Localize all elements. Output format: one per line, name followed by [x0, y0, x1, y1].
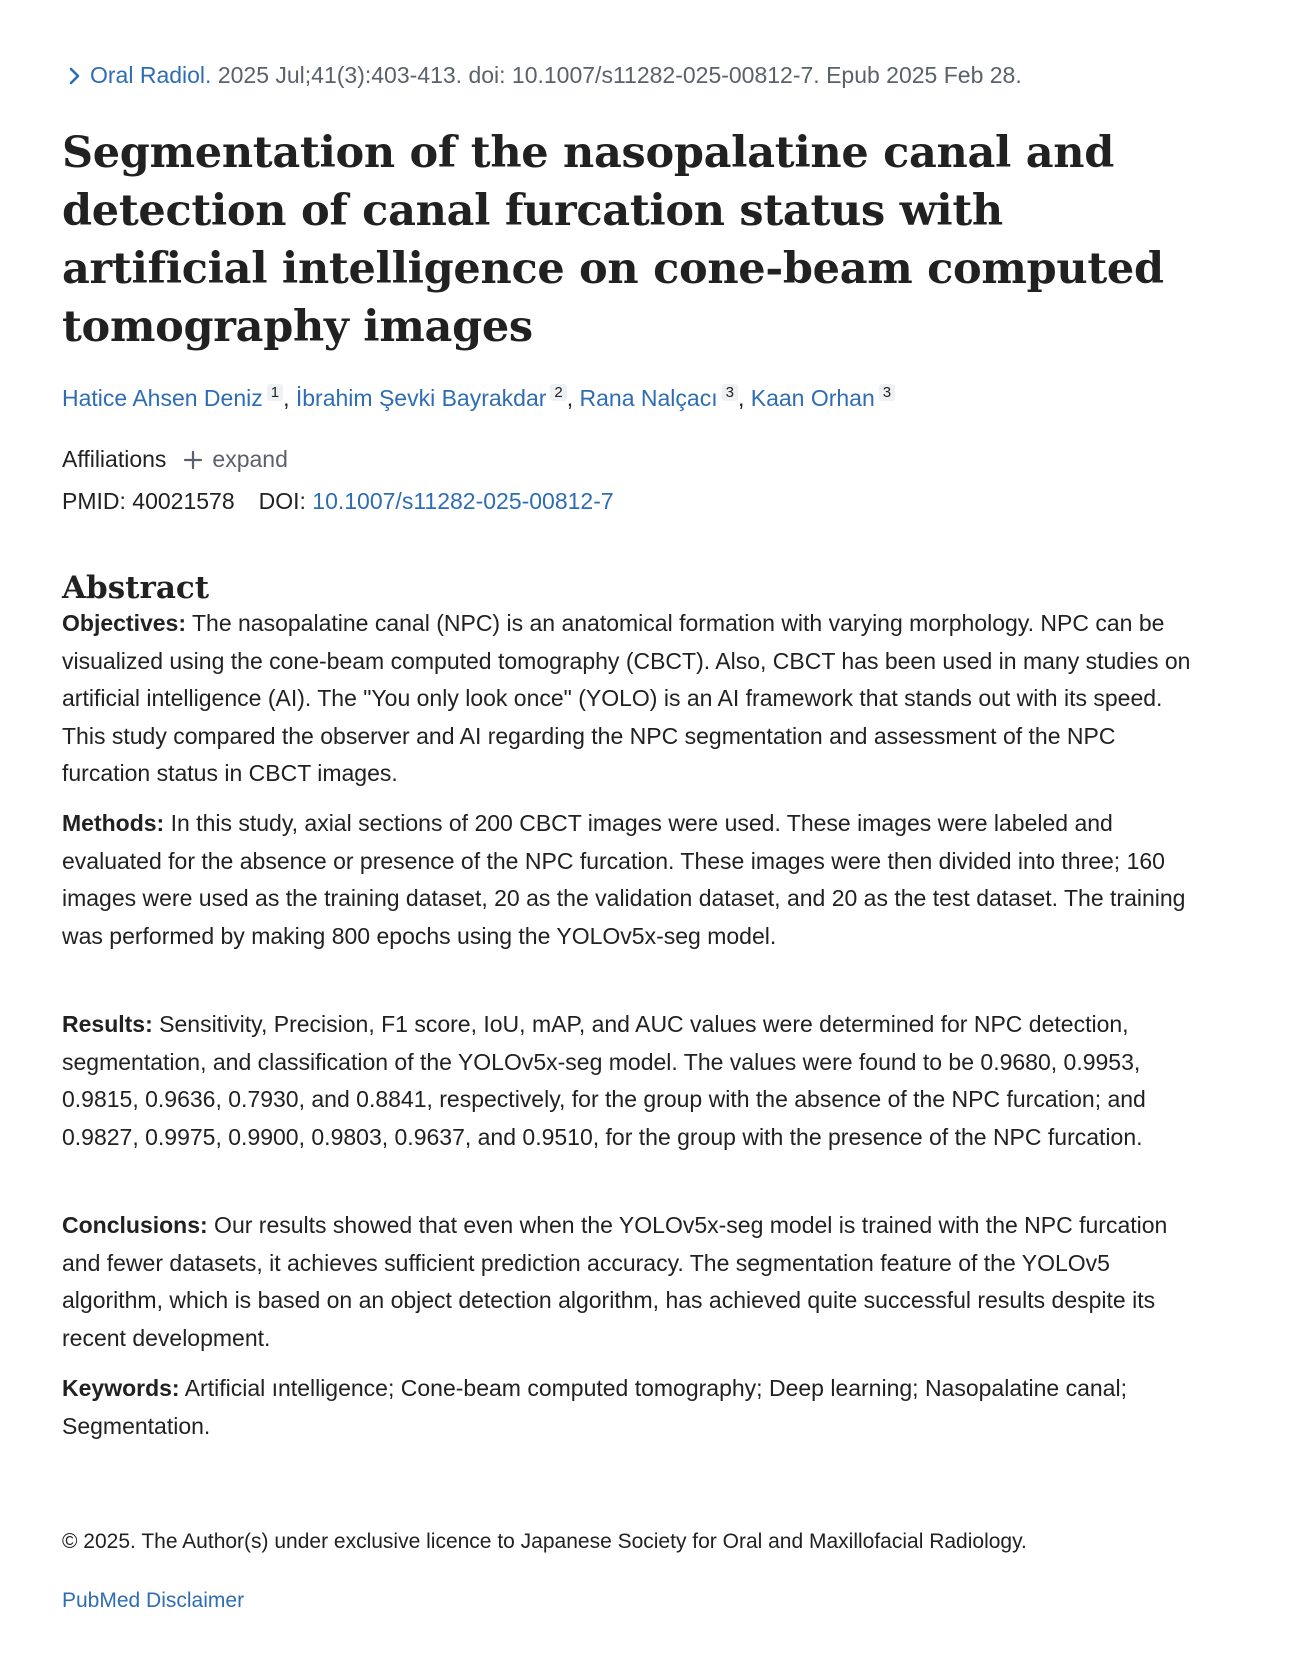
results-label: Results:: [62, 1011, 153, 1037]
plus-icon: [182, 449, 204, 471]
journal-link[interactable]: Oral Radiol.: [90, 62, 212, 88]
abstract-methods: [62, 805, 1192, 955]
objectives-label: Objectives:: [62, 610, 186, 636]
affiliation-ref[interactable]: 1: [267, 384, 283, 401]
affiliations-expand-button[interactable]: [182, 446, 287, 473]
author-link[interactable]: Rana Nalçacı: [579, 385, 718, 411]
affiliations-label: Affiliations: [62, 446, 167, 472]
methods-text: In this study, axial sections of 200 CBCT images were used. These images were labeled and evaluated for the absence or presence of the NPC furcation. These images were then divided into three; 160 images were used as the training dataset, 20 as the validation dataset, and 20 as the test dataset. The training was performed by making 800 epochs using the YOLOv5x-seg model.: [62, 810, 1192, 949]
citation-line: [62, 62, 1022, 89]
objectives-text: The nasopalatine canal (NPC) is an anatomical formation with varying morphology. NPC can be visualized using the cone-beam computed tomography (CBCT). Also, CBCT has been used in many studies on artificial intelligence (AI). The "You only look once" (YOLO) is an AI framework that stands out with its speed. This study compared the observer and AI regarding the NPC segmentation and assessment of the NPC furcation status in CBCT images.: [62, 610, 1197, 786]
copyright-notice: © 2025. The Author(s) under exclusive licence to Japanese Society for Oral and Maxillofacial Radiology.: [62, 1530, 1027, 1553]
pmid-value: 40021578: [132, 488, 235, 514]
article-title: Segmentation of the nasopalatine canal and detection of canal furcation status with artificial intelligence on cone-beam computed tomography images: [62, 128, 1164, 352]
affiliation-ref[interactable]: 3: [879, 384, 895, 401]
identifiers-row: [62, 488, 614, 515]
affiliation-ref[interactable]: 2: [550, 384, 566, 401]
results-text: Sensitivity, Precision, F1 score, IoU, mAP, and AUC values were determined for NPC detection, segmentation, and classification of the YOLOv5x-seg model. The values were found to be 0.9680, 0.9953, 0.9815, 0.9636, 0.7930, and 0.8841, respectively, for the group with the absence of the NPC furcation; and 0.9827, 0.9975, 0.9900, 0.9803, 0.9637, and 0.9510, for the group with the presence of the NPC furcation.: [62, 1011, 1153, 1150]
chevron-right-icon[interactable]: [62, 64, 86, 88]
abstract-heading: Abstract: [62, 570, 210, 606]
author-link[interactable]: İbrahim Şevki Bayrakdar: [295, 385, 547, 411]
doi-link[interactable]: 10.1007/s11282-025-00812-7: [312, 488, 614, 514]
citation-details: 2025 Jul;41(3):403-413. doi: 10.1007/s11282-025-00812-7. Epub 2025 Feb 28.: [211, 62, 1022, 88]
pubmed-disclaimer-link[interactable]: PubMed Disclaimer: [62, 1589, 245, 1612]
expand-label: expand: [212, 446, 288, 472]
author-link[interactable]: Hatice Ahsen Deniz: [62, 385, 263, 411]
author-link[interactable]: Kaan Orhan: [750, 385, 875, 411]
conclusions-text: Our results showed that even when the YOLOv5x-seg model is trained with the NPC furcation and fewer datasets, it achieves sufficient prediction accuracy. The segmentation feature of the YOLOv5 algorithm, which is based on an object detection algorithm, has achieved quite successful results despite its recent development.: [62, 1212, 1174, 1351]
doi-label: DOI:: [258, 488, 306, 514]
abstract-keywords: [62, 1370, 1192, 1445]
conclusions-label: Conclusions:: [62, 1212, 208, 1238]
keywords-label: Keywords:: [62, 1375, 180, 1401]
affiliations-row: [62, 446, 288, 473]
methods-label: Methods:: [62, 810, 165, 836]
affiliation-ref[interactable]: 3: [722, 384, 738, 401]
abstract-conclusions: [62, 1207, 1192, 1357]
abstract-results: [62, 1006, 1192, 1156]
author-list: Hatice Ahsen Deniz 1 , İbrahim Şevki Bayrakdar 2 , Rana Nalçacı 3 , Kaan Orhan 3: [62, 385, 895, 412]
abstract-objectives: [62, 605, 1197, 793]
pmid-label: PMID:: [62, 488, 126, 514]
keywords-text: Artificial ıntelligence; Cone-beam computed tomography; Deep learning; Nasopalatine canal; Segmentation.: [62, 1375, 1134, 1439]
